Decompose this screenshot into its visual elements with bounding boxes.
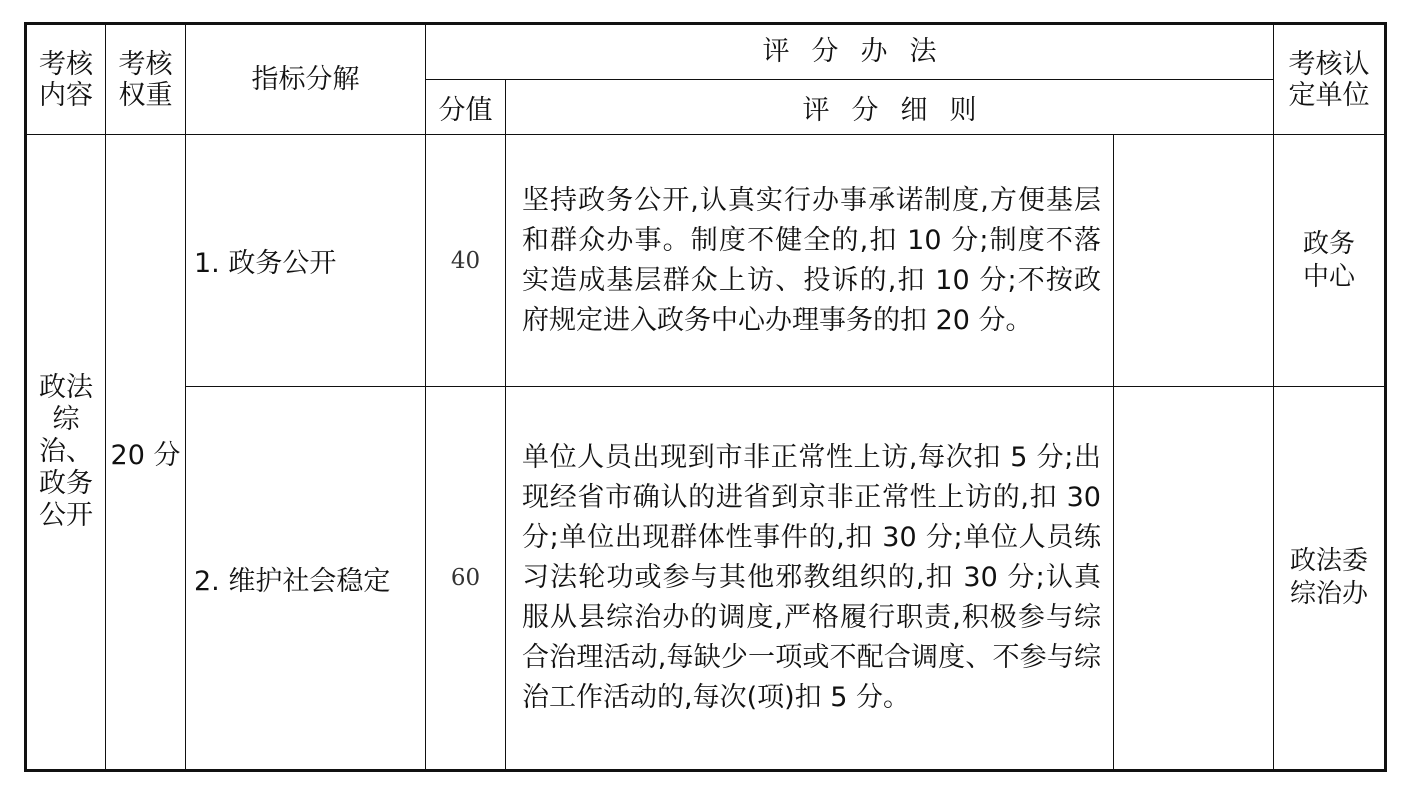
unit-cell (1274, 387, 1386, 771)
score-value: 60 (450, 565, 481, 591)
header-unit-line-1: 考核认 (1288, 48, 1370, 80)
header-scoring-detail-cell (506, 80, 1274, 135)
assessment-table (24, 22, 1387, 772)
score-cell (426, 387, 506, 771)
header-content-line-1: 考核 (39, 48, 93, 80)
header-scoring-method: 评分办法 (762, 36, 959, 67)
category-content-line-3: 政务 (39, 468, 93, 499)
header-scoring-detail: 评分细则 (802, 94, 999, 126)
header-score-value: 分值 (438, 94, 493, 126)
header-row-1 (26, 24, 1386, 80)
score-value: 40 (450, 247, 481, 274)
indicator-label: 2. 维护社会稳定 (194, 565, 391, 597)
table-row (26, 135, 1386, 387)
category-content-line-2: 综治、 (39, 404, 93, 467)
unit-line-1: 政法委 (1289, 546, 1368, 576)
header-content-line-2: 内容 (39, 79, 93, 111)
header-indicator-cell (186, 24, 426, 135)
header-content-cell (26, 24, 106, 135)
blank-cell (1114, 135, 1274, 387)
unit-line-2: 综治办 (1289, 579, 1368, 609)
unit-line-1: 政务 (1302, 228, 1355, 259)
header-score-value-cell (426, 80, 506, 135)
category-content-cell (26, 135, 106, 771)
rule-text: 单位人员出现到市非正常性上访,每次扣 5 分;出现经省市确认的进省到京非正常性上访的,扣 30 分;单位出现群体性事件的,扣 30 分;单位人员练习法轮功或参与其他邪教组织的,扣 30 分;认真服从县综治办的调度,严格履行职责,积极参与综合治理活动,每缺少一项或不配合调度、不参与综治工作活动的,每次(项)扣 5 分。 (522, 442, 1101, 713)
assessment-table-wrapper (24, 22, 1387, 772)
header-weight-line-2: 权重 (118, 79, 173, 111)
header-weight-cell (106, 24, 186, 135)
category-weight: 20 分 (110, 439, 181, 471)
table-row (26, 387, 1386, 771)
indicator-label: 1. 政务公开 (194, 248, 337, 279)
header-weight-line-1: 考核 (118, 48, 173, 80)
header-unit-line-2: 定单位 (1288, 79, 1370, 111)
rule-cell (506, 387, 1114, 771)
unit-line-2: 中心 (1302, 261, 1355, 292)
unit-cell (1274, 135, 1386, 387)
category-weight-cell (106, 135, 186, 771)
indicator-cell (186, 135, 426, 387)
category-content-line-4: 公开 (39, 500, 93, 531)
indicator-cell (186, 387, 426, 771)
score-cell (426, 135, 506, 387)
header-unit-cell (1274, 24, 1386, 135)
header-scoring-method-cell (426, 24, 1274, 80)
header-indicator: 指标分解 (251, 63, 360, 95)
category-content-line-1: 政法 (39, 372, 93, 403)
blank-cell (1114, 387, 1274, 771)
rule-cell (506, 135, 1114, 387)
rule-text: 坚持政务公开,认真实行办事承诺制度,方便基层和群众办事。制度不健全的,扣 10 分;制度不落实造成基层群众上访、投诉的,扣 10 分;不按政府规定进入政务中心办理事务的扣 20 分。 (522, 184, 1101, 336)
